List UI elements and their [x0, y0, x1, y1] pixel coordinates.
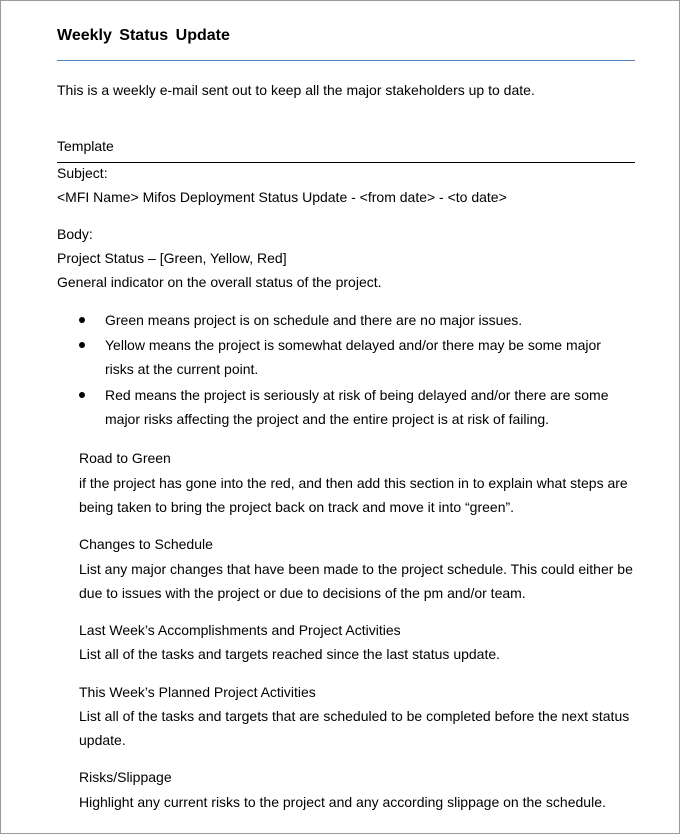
body-label: Body:: [57, 226, 93, 242]
bullet-yellow-line-2: risks at the current point.: [105, 361, 259, 377]
section-text-this-week-1: List all of the tasks and targets that are scheduled to be completed before the next status: [79, 708, 630, 724]
title-divider: [57, 60, 635, 61]
bullet-green-line-1: Green means project is on schedule and there are no major issues.: [105, 312, 523, 328]
section-text-changes-to-schedule-1: List any major changes that have been made to the project schedule. This could either be: [79, 561, 633, 577]
section-heading-road-to-green: Road to Green: [79, 450, 171, 466]
bullet-icon: [79, 317, 85, 323]
section-heading-changes-to-schedule: Changes to Schedule: [79, 536, 213, 552]
template-divider: [57, 162, 635, 163]
bullet-red-line-2: major risks affecting the project and the entire project is at risk of failing.: [105, 411, 550, 427]
subject-value: <MFI Name> Mifos Deployment Status Update - <from date> - <to date>: [57, 189, 507, 205]
bullet-icon: [79, 342, 85, 348]
section-text-changes-to-schedule-2: due to issues with the project or due to decisions of the pm and/or team.: [79, 585, 526, 601]
intro-text: This is a weekly e-mail sent out to keep all the major stakeholders up to date.: [57, 82, 535, 98]
section-heading-last-week: Last Week’s Accomplishments and Project Activities: [79, 622, 401, 638]
bullet-icon: [79, 392, 85, 398]
project-status-description: General indicator on the overall status of the project.: [57, 274, 382, 290]
section-heading-risks: Risks/Slippage: [79, 769, 172, 785]
section-text-this-week-2: update.: [79, 732, 126, 748]
template-label: Template: [57, 138, 114, 154]
project-status-heading: Project Status – [Green, Yellow, Red]: [57, 250, 287, 266]
bullet-yellow-line-1: Yellow means the project is somewhat delayed and/or there may be some major: [105, 337, 601, 353]
bullet-red-line-1: Red means the project is seriously at risk of being delayed and/or there are some: [105, 387, 609, 403]
section-text-last-week-1: List all of the tasks and targets reached since the last status update.: [79, 646, 501, 662]
section-text-road-to-green-2: being taken to bring the project back on track and move it into “green”.: [79, 499, 515, 515]
section-heading-this-week: This Week’s Planned Project Activities: [79, 684, 316, 700]
section-text-road-to-green-1: if the project has gone into the red, and then add this section in to explain what steps are: [79, 475, 628, 491]
subject-label: Subject:: [57, 165, 108, 181]
document-title: Weekly Status Update: [57, 27, 230, 44]
section-text-risks-1: Highlight any current risks to the project and any according slippage on the schedule.: [79, 794, 606, 810]
